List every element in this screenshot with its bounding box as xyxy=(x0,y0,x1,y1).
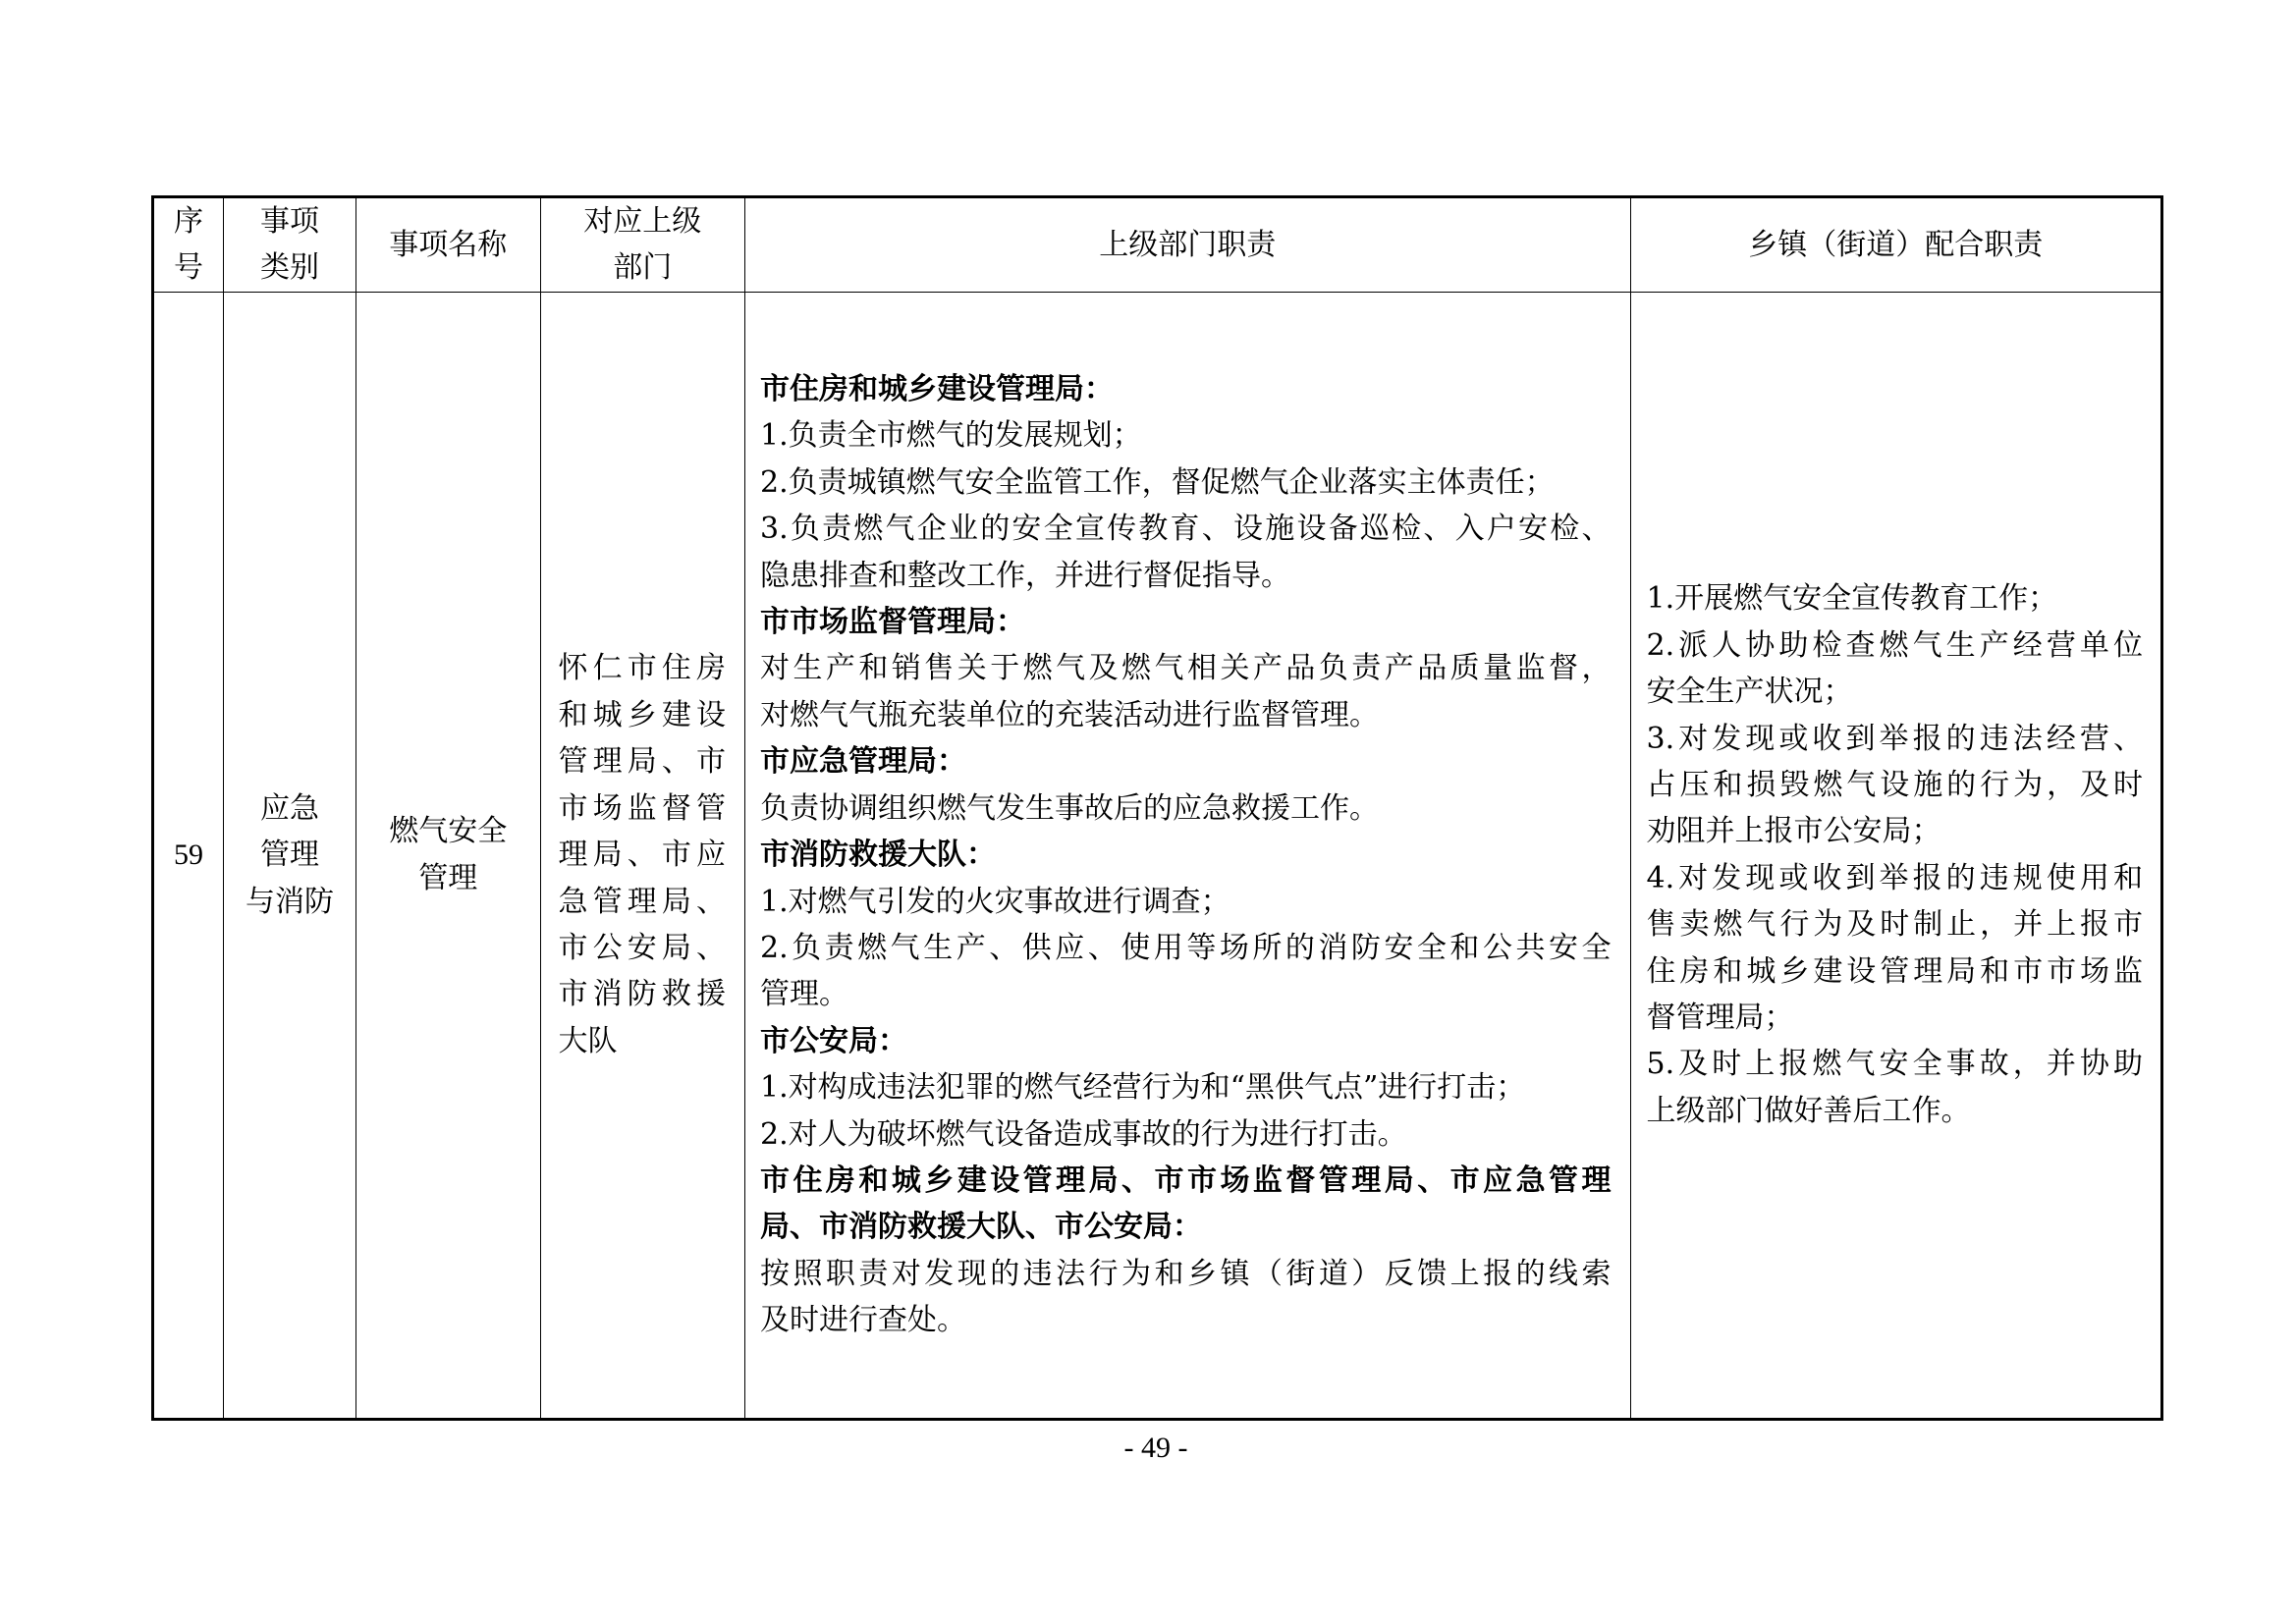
duty-section-heading: 市住房和城乡建设管理局、市市场监督管理局、市应急管理 xyxy=(760,1163,1612,1198)
duty-section xyxy=(760,1018,1612,1158)
cell-seq xyxy=(153,292,224,1419)
dept-line: 管理局、市 xyxy=(558,744,726,780)
page-number: - 49 - xyxy=(1123,1432,1188,1464)
duty-line: 1.对构成违法犯罪的燃气经营行为和“黑供气点”进行打击； xyxy=(760,1070,1526,1106)
duty-section-heading: 市公安局： xyxy=(760,1023,907,1058)
duty-section-heading: 市市场监督管理局： xyxy=(760,605,1025,640)
header-dept-line: 部门 xyxy=(613,250,673,286)
header-seq xyxy=(153,197,224,293)
category-line: 管理 xyxy=(260,838,319,873)
township-duty-line: 上级部门做好善后工作。 xyxy=(1646,1093,1971,1128)
duty-line: 3.负责燃气企业的安全宣传教育、设施设备巡检、入户安检、 xyxy=(760,512,1612,547)
township-duty-line: 3.对发现或收到举报的违法经营、 xyxy=(1646,721,2143,756)
header-category xyxy=(224,197,356,293)
township-duty-item xyxy=(1647,622,2144,716)
header-category-line: 类别 xyxy=(260,250,319,286)
duty-line: 2.对人为破坏燃气设备造成事故的行为进行打击。 xyxy=(760,1116,1407,1152)
township-duty-line: 督管理局； xyxy=(1646,1001,1794,1036)
dept-line: 急管理局、 xyxy=(558,884,726,919)
table-row xyxy=(153,292,2162,1419)
dept-line: 市消防救援 xyxy=(558,977,726,1012)
duty-line: 1.对燃气引发的火灾事故进行调查； xyxy=(760,884,1230,919)
cell-category xyxy=(224,292,356,1419)
header-row xyxy=(153,197,2162,293)
header-name-line: 事项名称 xyxy=(389,227,508,262)
cell-township-duties xyxy=(1630,292,2162,1419)
dept-line: 市公安局、 xyxy=(558,930,726,965)
header-seq-line: 序 xyxy=(174,204,203,239)
township-duty-line: 劝阻并上报市公安局； xyxy=(1646,814,1941,849)
duty-line: 隐患排查和整改工作，并进行督促指导。 xyxy=(760,558,1290,593)
township-duty-line: 售卖燃气行为及时制止，并上报市 xyxy=(1646,907,2143,943)
row-number: 59 xyxy=(174,839,203,872)
dept-line: 市场监督管 xyxy=(558,790,726,826)
item-name-line: 燃气安全 xyxy=(389,814,508,849)
duty-line: 管理。 xyxy=(760,977,848,1012)
category-line: 与消防 xyxy=(246,884,334,919)
duty-table xyxy=(151,195,2163,1421)
header-duty-line: 上级部门职责 xyxy=(1099,227,1277,262)
township-duty-item xyxy=(1647,716,2144,855)
duty-section-heading: 市住房和城乡建设管理局： xyxy=(760,372,1114,407)
duty-line: 对生产和销售关于燃气及燃气相关产品负责产品质量监督， xyxy=(760,651,1612,686)
dept-line: 怀仁市住房 xyxy=(558,651,726,686)
dept-line: 大队 xyxy=(558,1023,618,1058)
duty-section xyxy=(760,738,1612,832)
duty-section-heading: 局、市消防救援大队、市公安局： xyxy=(760,1210,1202,1245)
township-duty-item xyxy=(1647,855,2144,1042)
header-township xyxy=(1630,197,2162,293)
duty-section xyxy=(760,599,1612,738)
township-duty-item xyxy=(1647,575,2144,622)
township-duty-line: 2.派人协助检查燃气生产经营单位 xyxy=(1646,627,2143,663)
duty-section xyxy=(760,366,1612,599)
dept-line: 和城乡建设 xyxy=(558,697,726,732)
duty-section-heading: 市消防救援大队： xyxy=(760,838,996,873)
township-duty-line: 占压和损毁燃气设施的行为，及时 xyxy=(1646,768,2143,802)
township-duty-item xyxy=(1647,1041,2144,1134)
category-line: 应急 xyxy=(260,790,319,826)
cell-superior-dept xyxy=(540,292,745,1419)
header-seq-line: 号 xyxy=(174,250,203,286)
township-duty-line: 安全生产状况； xyxy=(1646,675,1853,710)
duty-section-heading: 市应急管理局： xyxy=(760,744,966,780)
item-name-line: 管理 xyxy=(418,860,478,895)
header-dept-line: 对应上级 xyxy=(583,204,702,239)
header-township-line: 乡镇（街道）配合职责 xyxy=(1748,227,2044,262)
header-category-line: 事项 xyxy=(260,204,319,239)
header-dept xyxy=(540,197,745,293)
duty-section xyxy=(760,832,1612,1018)
duty-line: 及时进行查处。 xyxy=(760,1303,966,1338)
cell-superior-duties xyxy=(745,292,1631,1419)
duty-section xyxy=(760,1158,1612,1344)
township-duty-line: 4.对发现或收到举报的违规使用和 xyxy=(1646,860,2143,895)
duty-line: 2.负责城镇燃气安全监管工作，督促燃气企业落实主体责任； xyxy=(760,464,1555,500)
header-name xyxy=(356,197,541,293)
duty-line: 1.负责全市燃气的发展规划； xyxy=(760,418,1142,454)
cell-item-name xyxy=(356,292,541,1419)
duty-line: 负责协调组织燃气发生事故后的应急救援工作。 xyxy=(760,790,1379,826)
dept-line: 理局、市应 xyxy=(558,838,726,873)
township-duty-line: 1.开展燃气安全宣传教育工作； xyxy=(1646,581,2058,617)
township-duty-line: 住房和城乡建设管理局和市市场监 xyxy=(1646,953,2143,989)
duty-line: 对燃气气瓶充装单位的充装活动进行监督管理。 xyxy=(760,697,1379,732)
header-duty xyxy=(745,197,1631,293)
township-duty-line: 5.及时上报燃气安全事故，并协助 xyxy=(1646,1047,2143,1082)
duty-line: 按照职责对发现的违法行为和乡镇（街道）反馈上报的线索 xyxy=(760,1256,1612,1291)
duty-line: 2.负责燃气生产、供应、使用等场所的消防安全和公共安全 xyxy=(760,930,1612,965)
